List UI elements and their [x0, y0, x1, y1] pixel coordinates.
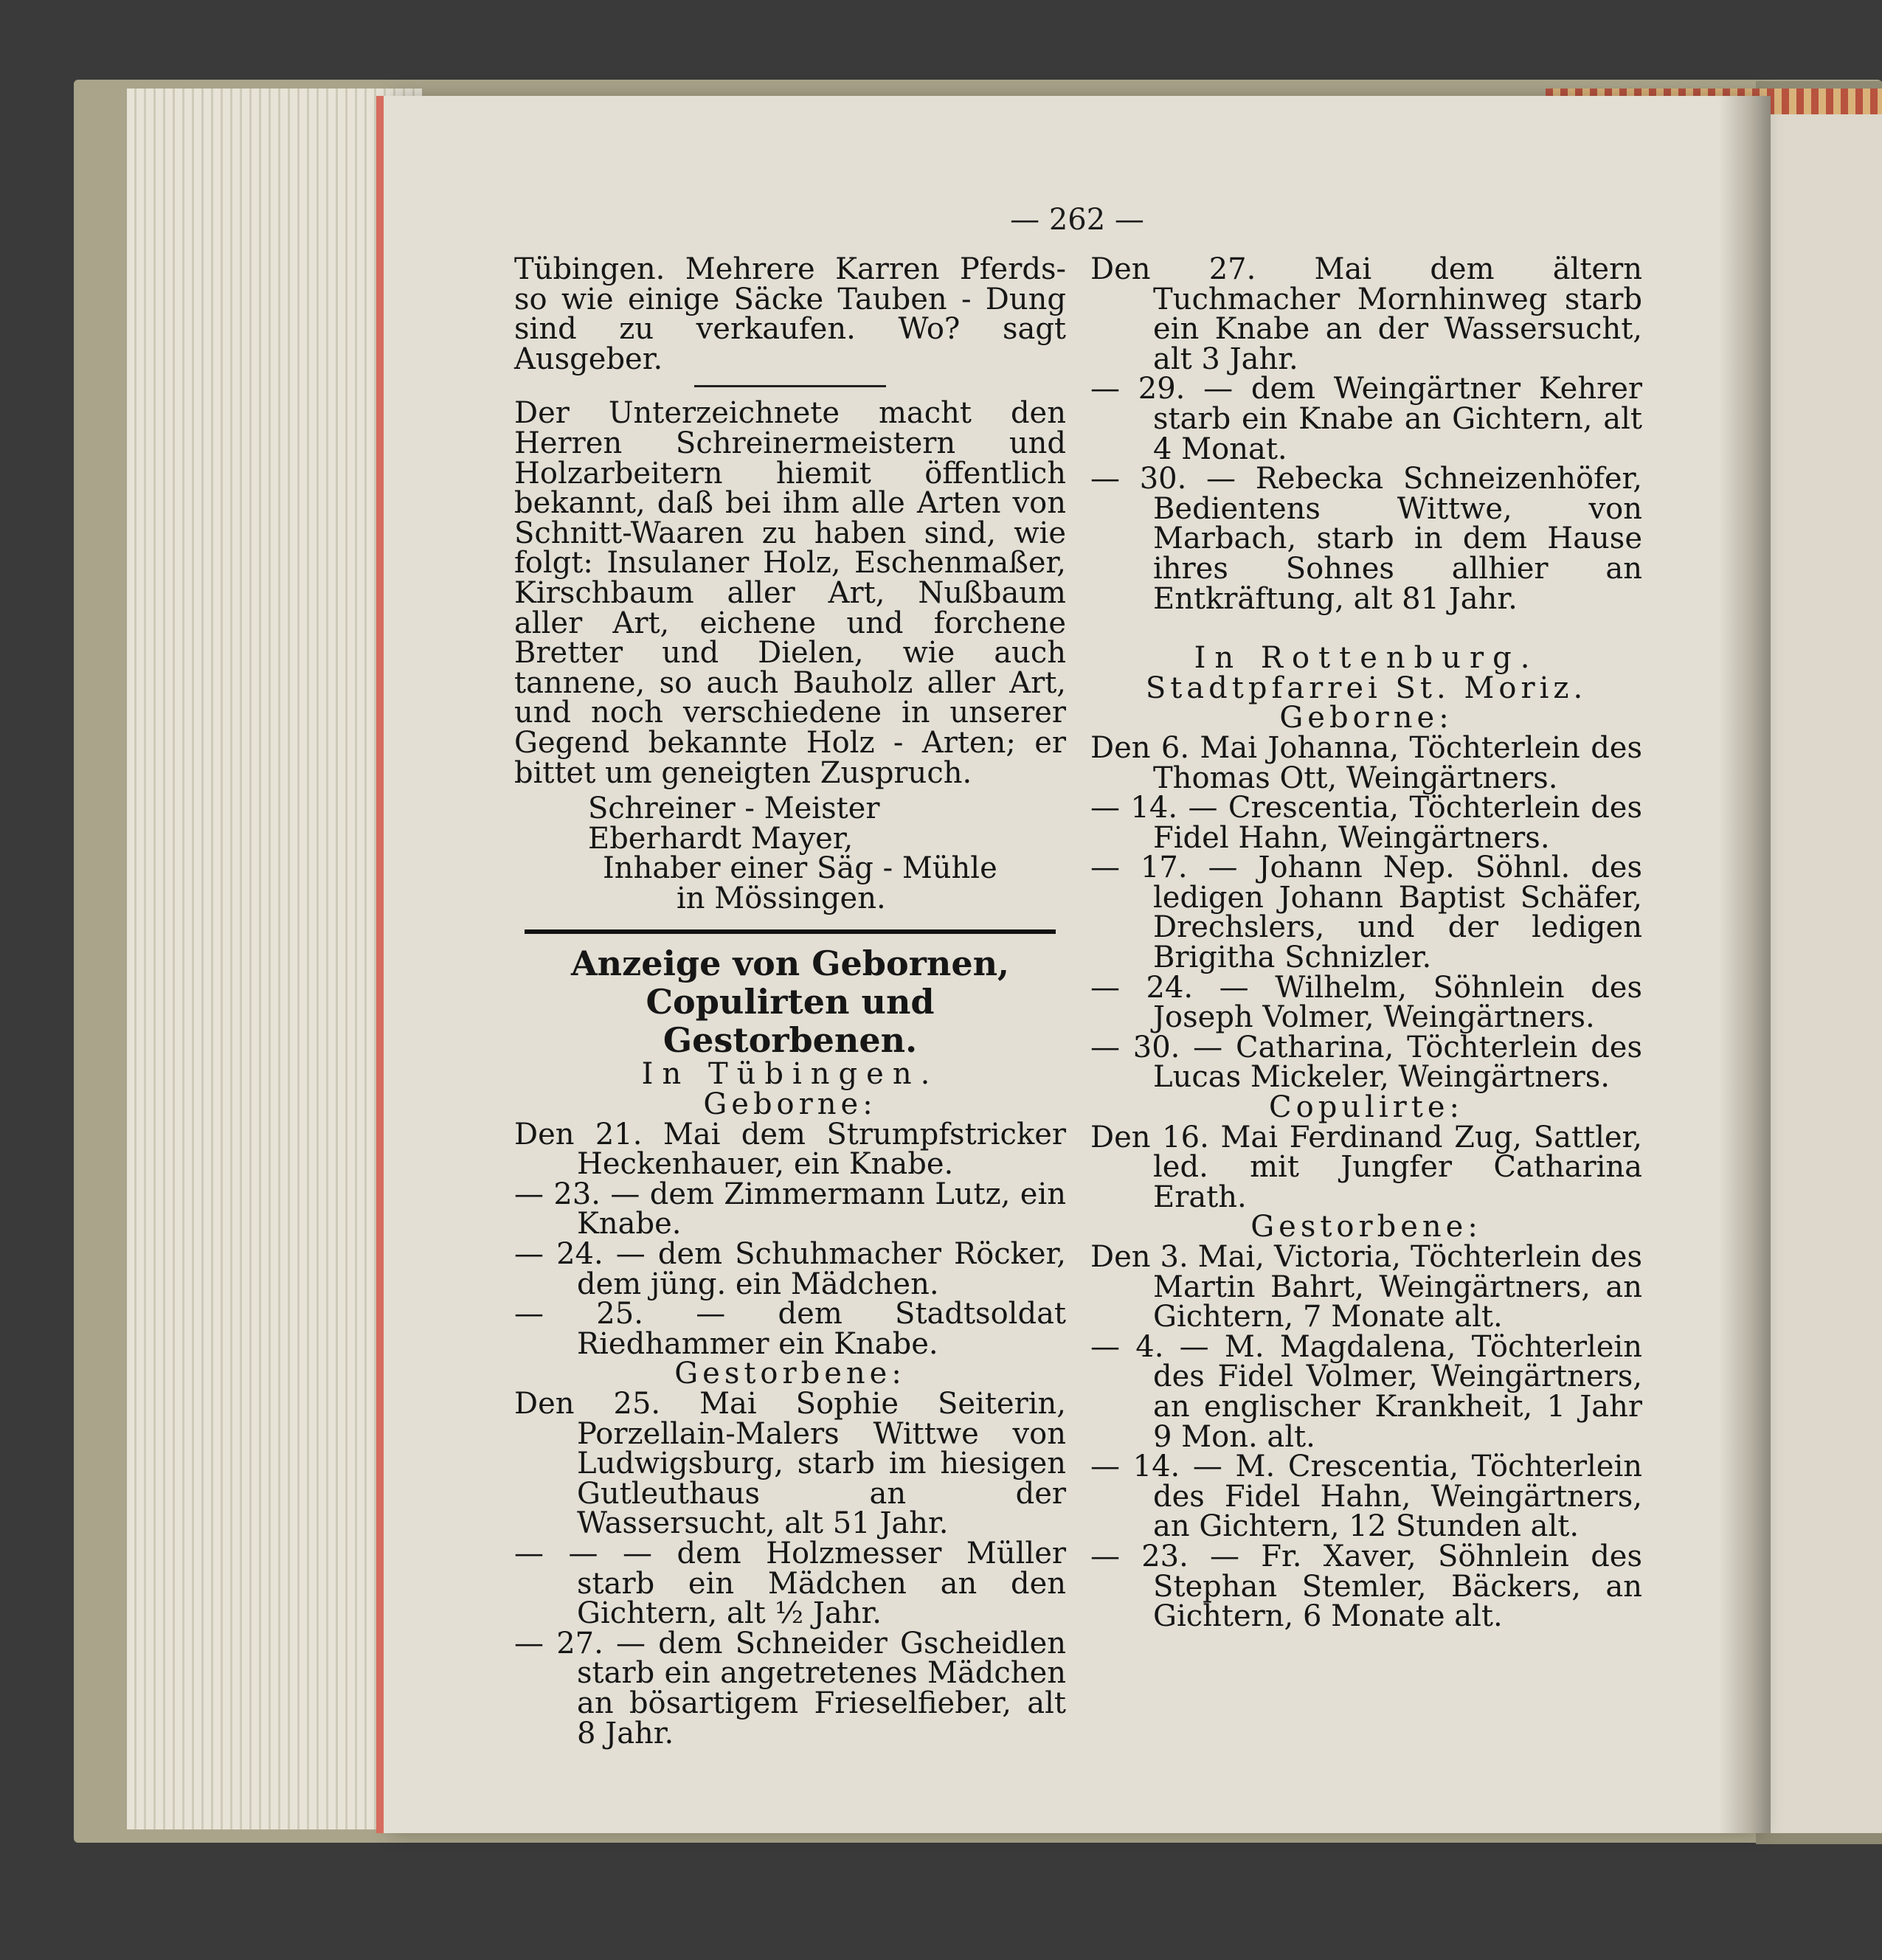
birth-entry: — 24. — Wilhelm, Söhnlein des Joseph Volmer, Weingärtners. — [1090, 970, 1642, 1035]
signature-line: in Mössingen. — [677, 881, 886, 915]
death-entry: — 30. — Rebecka Schneizenhöfer, Bedientens Wittwe, von Marbach, starb in dem Hause ihres Sohnes allhier an Entkräftung, alt 81 Jahr. — [1090, 462, 1642, 616]
birth-entry: Den 21. Mai dem Strumpfstricker Heckenhauer, ein Knabe. — [514, 1117, 1066, 1182]
death-entry: — 23. — Fr. Xaver, Söhnlein des Stephan Stemler, Bäckers, an Gichtern, 6 Monate alt. — [1090, 1539, 1642, 1634]
birth-entry: — 24. — dem Schuhmacher Röcker, dem jüng. ein Mädchen. — [514, 1237, 1066, 1301]
death-entry: — 27. — dem Schneider Gscheidlen starb ein angetretenes Mädchen an bösartigem Frieselfieber, alt 8 Jahr. — [514, 1626, 1066, 1751]
deaths-label: Gestorbene: — [1250, 1210, 1482, 1244]
birth-entry: — 23. — dem Zimmermann Lutz, ein Knabe. — [514, 1177, 1066, 1242]
births-label: Geborne: — [703, 1087, 877, 1122]
page-edges — [127, 89, 422, 1829]
place-heading: In Tübingen. — [641, 1057, 939, 1092]
birth-entry: — 25. — dem Stadtsoldat Riedhammer ein Knabe. — [514, 1297, 1066, 1361]
marriage-entry: Den 16. Mai Ferdinand Zug, Sattler, led. mit Jungfer Catharina Erath. — [1090, 1120, 1642, 1214]
marriages-label: Copulirte: — [1269, 1090, 1464, 1125]
death-entry: Den 25. Mai Sophie Seiterin, Porzellain-Malers Wittwe von Ludwigsburg, starb im hiesigen Gutleuthaus an der Wassersucht, alt 51 Jahr. — [514, 1387, 1066, 1541]
notice-dung-sale: Tübingen. Mehrere Karren Pferds- so wie einige Säcke Tauben - Dung sind zu verkaufen. Wo? sagt Ausgeber. — [514, 252, 1066, 376]
parish-heading: Stadtpfarrei St. Moriz. — [1145, 671, 1588, 705]
right-column — [1090, 254, 1642, 1632]
page-gutter — [1719, 96, 1771, 1833]
death-entry: Den 27. Mai dem ältern Tuchmacher Mornhinweg starb ein Knabe an der Wassersucht, alt 3 Jahr. — [1090, 252, 1642, 376]
section-divider — [525, 929, 1056, 934]
death-entry: Den 3. Mai, Victoria, Töchterlein des Martin Bahrt, Weingärtners, an Gichtern, 7 Monate alt. — [1090, 1240, 1642, 1334]
divider — [694, 385, 886, 387]
birth-entry: Den 6. Mai Johanna, Töchterlein des Thomas Ott, Weingärtners. — [1090, 730, 1642, 795]
deaths-label: Gestorbene: — [674, 1357, 906, 1391]
death-entry: — 4. — M. Magdalena, Töchterlein des Fidel Volmer, Weingärtners, an englischer Krankheit, 1 Jahr 9 Mon. alt. — [1090, 1329, 1642, 1454]
births-label: Geborne: — [1279, 701, 1453, 735]
death-entry: — — — dem Holzmesser Müller starb ein Mädchen an den Gichtern, alt ½ Jahr. — [514, 1536, 1066, 1631]
death-entry: — 29. — dem Weingärtner Kehrer starb ein Knabe an Gichtern, alt 4 Monat. — [1090, 372, 1642, 466]
facing-page — [1756, 114, 1882, 1833]
left-column — [514, 252, 1066, 1751]
section-heading: Anzeige von Gebornen, Copulirten und Gestorbenen. — [570, 943, 1010, 1061]
death-entry: — 14. — M. Crescentia, Töchterlein des Fidel Hahn, Weingärtners, an Gichtern, 12 Stunden alt. — [1090, 1450, 1642, 1544]
birth-entry: — 30. — Catharina, Töchterlein des Lucas Mickeler, Weingärtners. — [1090, 1030, 1642, 1095]
place-heading: In Rottenburg. — [1194, 641, 1539, 676]
notice-timber: Der Unterzeichnete macht den Herren Schreinermeistern und Holzarbeitern hiemit öffentlich bekannt, daß bei ihm alle Arten von Schnitt-Waaren zu haben sind, wie folgt: Insulaner Holz, Eschenmaßer, Kirschbaum aller Art, Nußbaum aller Art, eichene und forchene Bretter und Dielen, wie auch tannene, so auch Bauholz aller Art, und noch verschiedene in unserer Gegend bekannte Holz - Arten; er bittet um geneigten Zuspruch. — [514, 396, 1066, 790]
birth-entry: — 17. — Johann Nep. Söhnl. des ledigen Johann Baptist Schäfer, Drechslers, und der ledigen Brigitha Schnizler. — [1090, 851, 1642, 975]
signature-line: Inhaber einer Säg - Mühle — [603, 851, 997, 886]
signature-line: Schreiner - Meister — [588, 792, 880, 826]
signature-line: Eberhardt Mayer, — [588, 821, 854, 856]
signature-block — [514, 794, 1066, 913]
birth-entry: — 14. — Crescentia, Töchterlein des Fidel Hahn, Weingärtners. — [1090, 791, 1642, 855]
page-number: — 262 — — [1010, 203, 1144, 237]
